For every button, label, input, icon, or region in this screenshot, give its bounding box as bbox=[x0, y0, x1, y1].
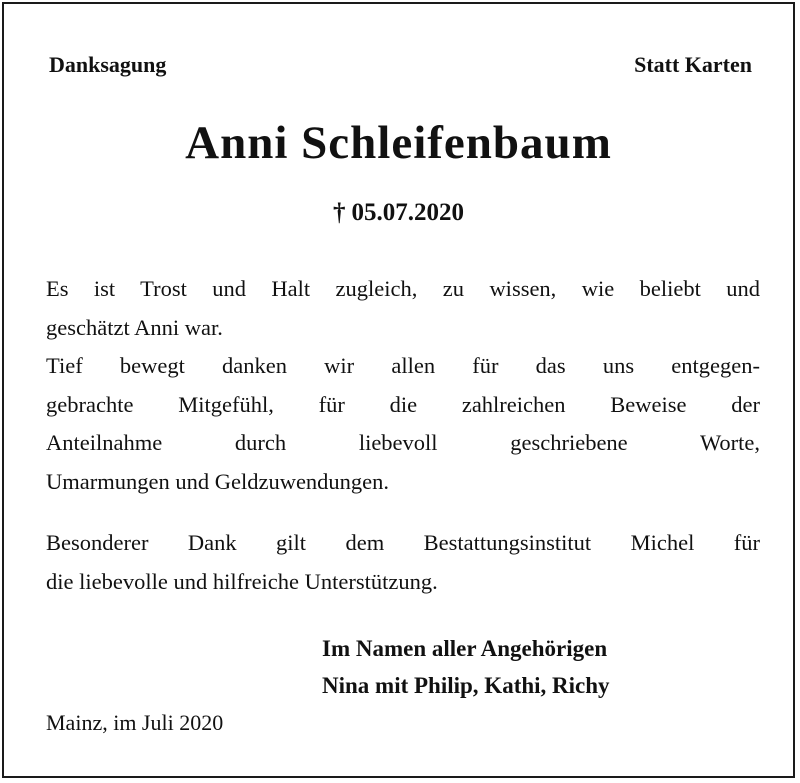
text-line: geschätzt Anni war. bbox=[46, 314, 223, 340]
deceased-name: Anni Schleifenbaum bbox=[185, 117, 612, 169]
text-line: die liebevolle und hilfreiche Unterstützung. bbox=[46, 568, 438, 594]
statt-karten-label: Statt Karten bbox=[634, 52, 752, 77]
text-line: Es ist Trost und Halt zugleich, zu wissen, wie beliebt und bbox=[46, 276, 760, 301]
death-date: 05.07.2020 bbox=[351, 199, 464, 226]
text-line: Tief bewegt danken wir allen für das uns entgegen- bbox=[46, 353, 760, 378]
text-line: Besonderer Dank gilt dem Bestattungsinstitut Michel für bbox=[46, 530, 760, 555]
thanks-paragraph-2 bbox=[46, 347, 760, 501]
text-line: Anteilnahme durch liebevoll geschriebene Worte, bbox=[46, 430, 760, 455]
notice-frame bbox=[2, 2, 795, 778]
text-line: gebrachte Mitgefühl, für die zahlreichen Beweise der bbox=[46, 391, 760, 417]
death-date-line bbox=[4, 199, 793, 227]
thanks-paragraph-1 bbox=[46, 270, 760, 347]
signature-line-1: Im Namen aller Angehörigen bbox=[322, 636, 608, 661]
text-line: Umarmungen und Geldzuwendungen. bbox=[46, 468, 390, 494]
signature-block bbox=[322, 630, 610, 704]
notice-type-label: Danksagung bbox=[49, 52, 167, 77]
thanks-paragraph-3 bbox=[46, 524, 760, 601]
signature-line-2: Nina mit Philip, Kathi, Richy bbox=[322, 673, 610, 698]
place-date: Mainz, im Juli 2020 bbox=[46, 710, 224, 735]
cross-icon: † bbox=[333, 199, 346, 226]
